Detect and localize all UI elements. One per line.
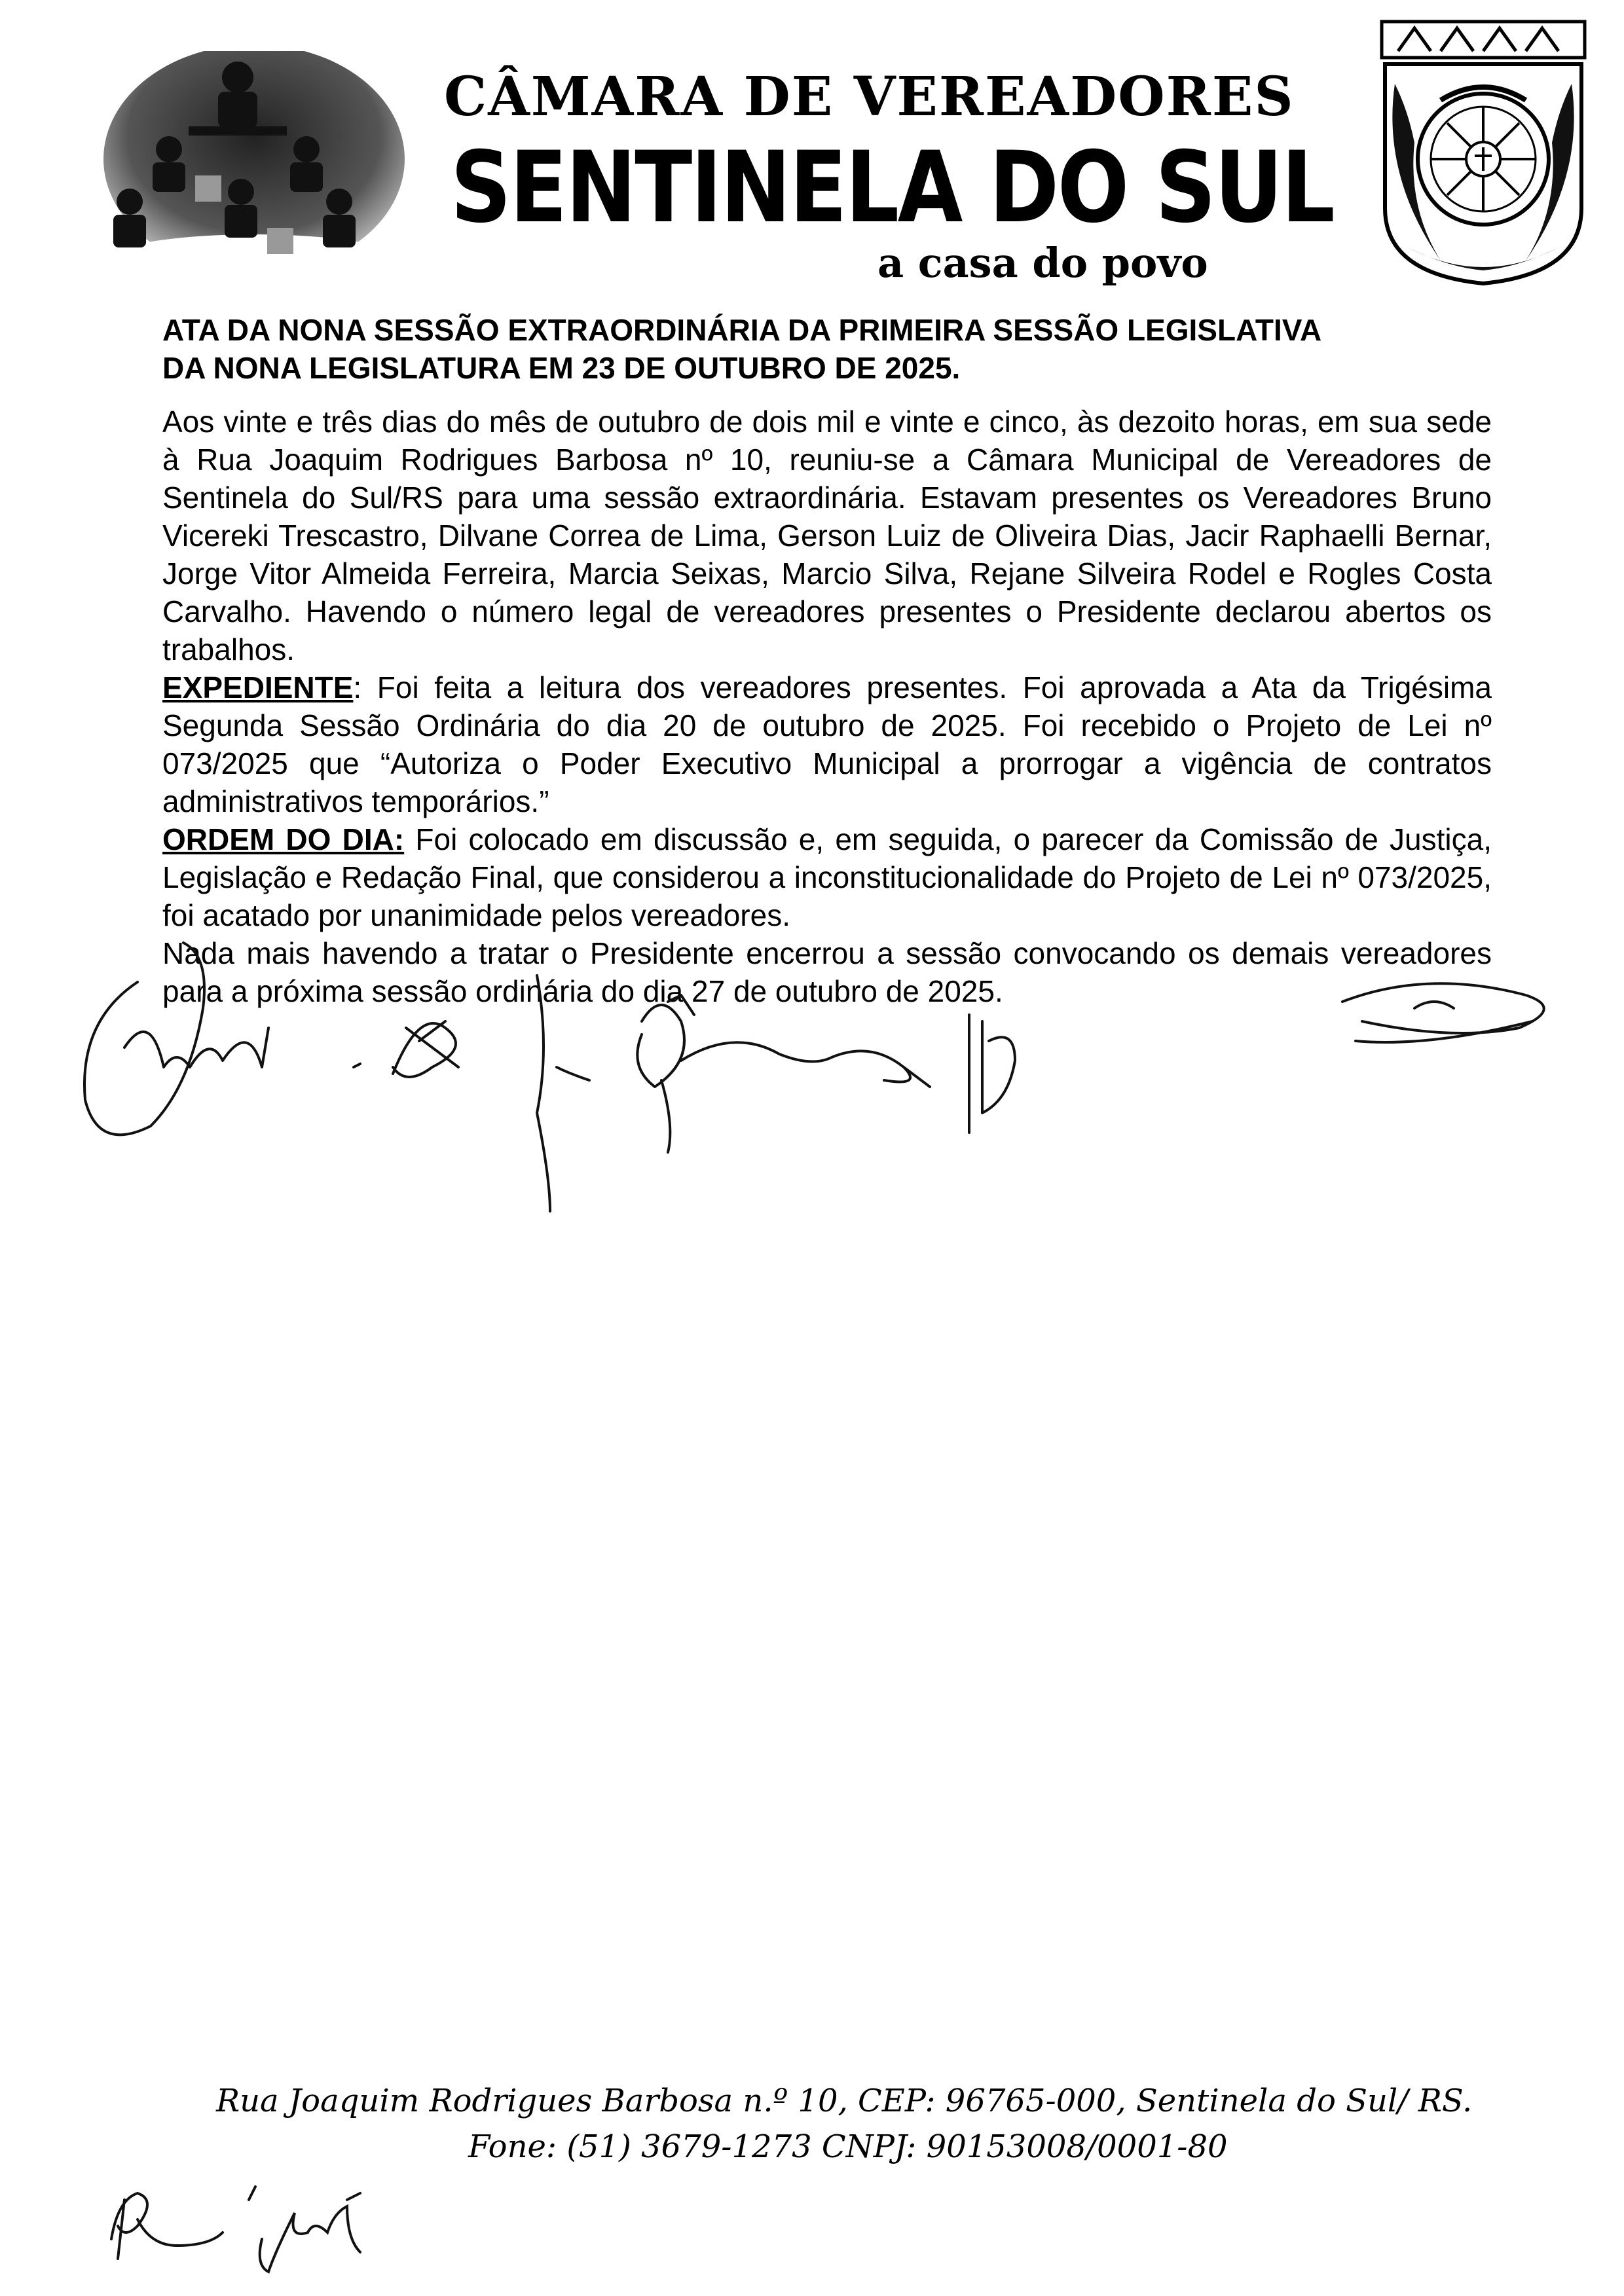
header-chamber-name: CÂMARA DE VEREADORES <box>444 65 1295 128</box>
title-line-1: ATA DA NONA SESSÃO EXTRAORDINÁRIA DA PRIMEIRA SESSÃO LEGISLATIVA <box>162 313 1322 347</box>
expediente-label: EXPEDIENTE <box>162 670 354 704</box>
header-slogan: a casa do povo <box>877 239 1208 287</box>
signature-4 <box>637 995 930 1152</box>
title-line-2: DA NONA LEGISLATURA EM 23 DE OUTUBRO DE 2025. <box>162 351 961 385</box>
signature-6 <box>1342 983 1544 1042</box>
expediente-paragraph <box>162 668 1492 820</box>
ordem-do-dia-label: ORDEM DO DIA: <box>162 822 405 856</box>
signature-2 <box>354 1021 458 1077</box>
closing-paragraph: Nada mais havendo a tratar o Presidente encerrou a sessão convocando os demais vereadores para a próxima sessão ordinária do dia 27 de outubro de 2025. <box>162 936 1492 1008</box>
footer-address: Rua Joaquim Rodrigues Barbosa n.º 10, CEP: 96765-000, Sentinela do Sul/ RS. <box>216 2083 1473 2119</box>
ordem-do-dia-text: Foi colocado em discussão e, em seguida, o parecer da Comissão de Justiça, Legislação e Redação Final, que considerou a inconstitucionalidade do Projeto de Lei nº 073/2025, foi acatado por unanimidade pelos vereadores. <box>162 822 1492 932</box>
council-people-logo <box>90 51 405 293</box>
expediente-text: : Foi feita a leitura dos vereadores presentes. Foi aprovada a Ata da Trigésima Segunda Sessão Ordinária do dia 20 de outubro de 2025. Foi recebido o Projeto de Lei nº 073/2025 que “Autoriza o Poder Executivo Municipal a prorrogar a vigência de contratos administrativos temporários.” <box>162 670 1492 818</box>
signature-3 <box>537 975 589 1211</box>
footer-contact: Fone: (51) 3679-1273 CNPJ: 90153008/0001-80 <box>468 2128 1228 2165</box>
signature-1 <box>84 943 268 1135</box>
councillor-signatures <box>52 917 1559 1244</box>
bottom-signature <box>98 2160 426 2278</box>
signature-5 <box>969 1015 1015 1133</box>
municipal-coat-of-arms <box>1369 12 1598 287</box>
header-city-name: SENTINELA DO SUL <box>451 131 1334 245</box>
opening-paragraph: Aos vinte e três dias do mês de outubro de dois mil e vinte e cinco, às dezoito horas, em sua sede à Rua Joaquim Rodrigues Barbosa nº 10, reuniu-se a Câmara Municipal de Vereadores de Sentinela do Sul/RS para uma sessão extraordinária. Estavam presentes os Vereadores Bruno Vicereki Trescastro, Dilvane Correa de Lima, Gerson Luiz de Oliveira Dias, Jacir Raphaelli Bernar, Jorge Vitor Almeida Ferreira, Marcia Seixas, Marcio Silva, Rejane Silveira Rodel e Rogles Costa Carvalho. Havendo o número legal de vereadores presentes o Presidente declarou abertos os trabalhos. <box>162 405 1492 666</box>
minutes-title <box>162 311 1479 387</box>
